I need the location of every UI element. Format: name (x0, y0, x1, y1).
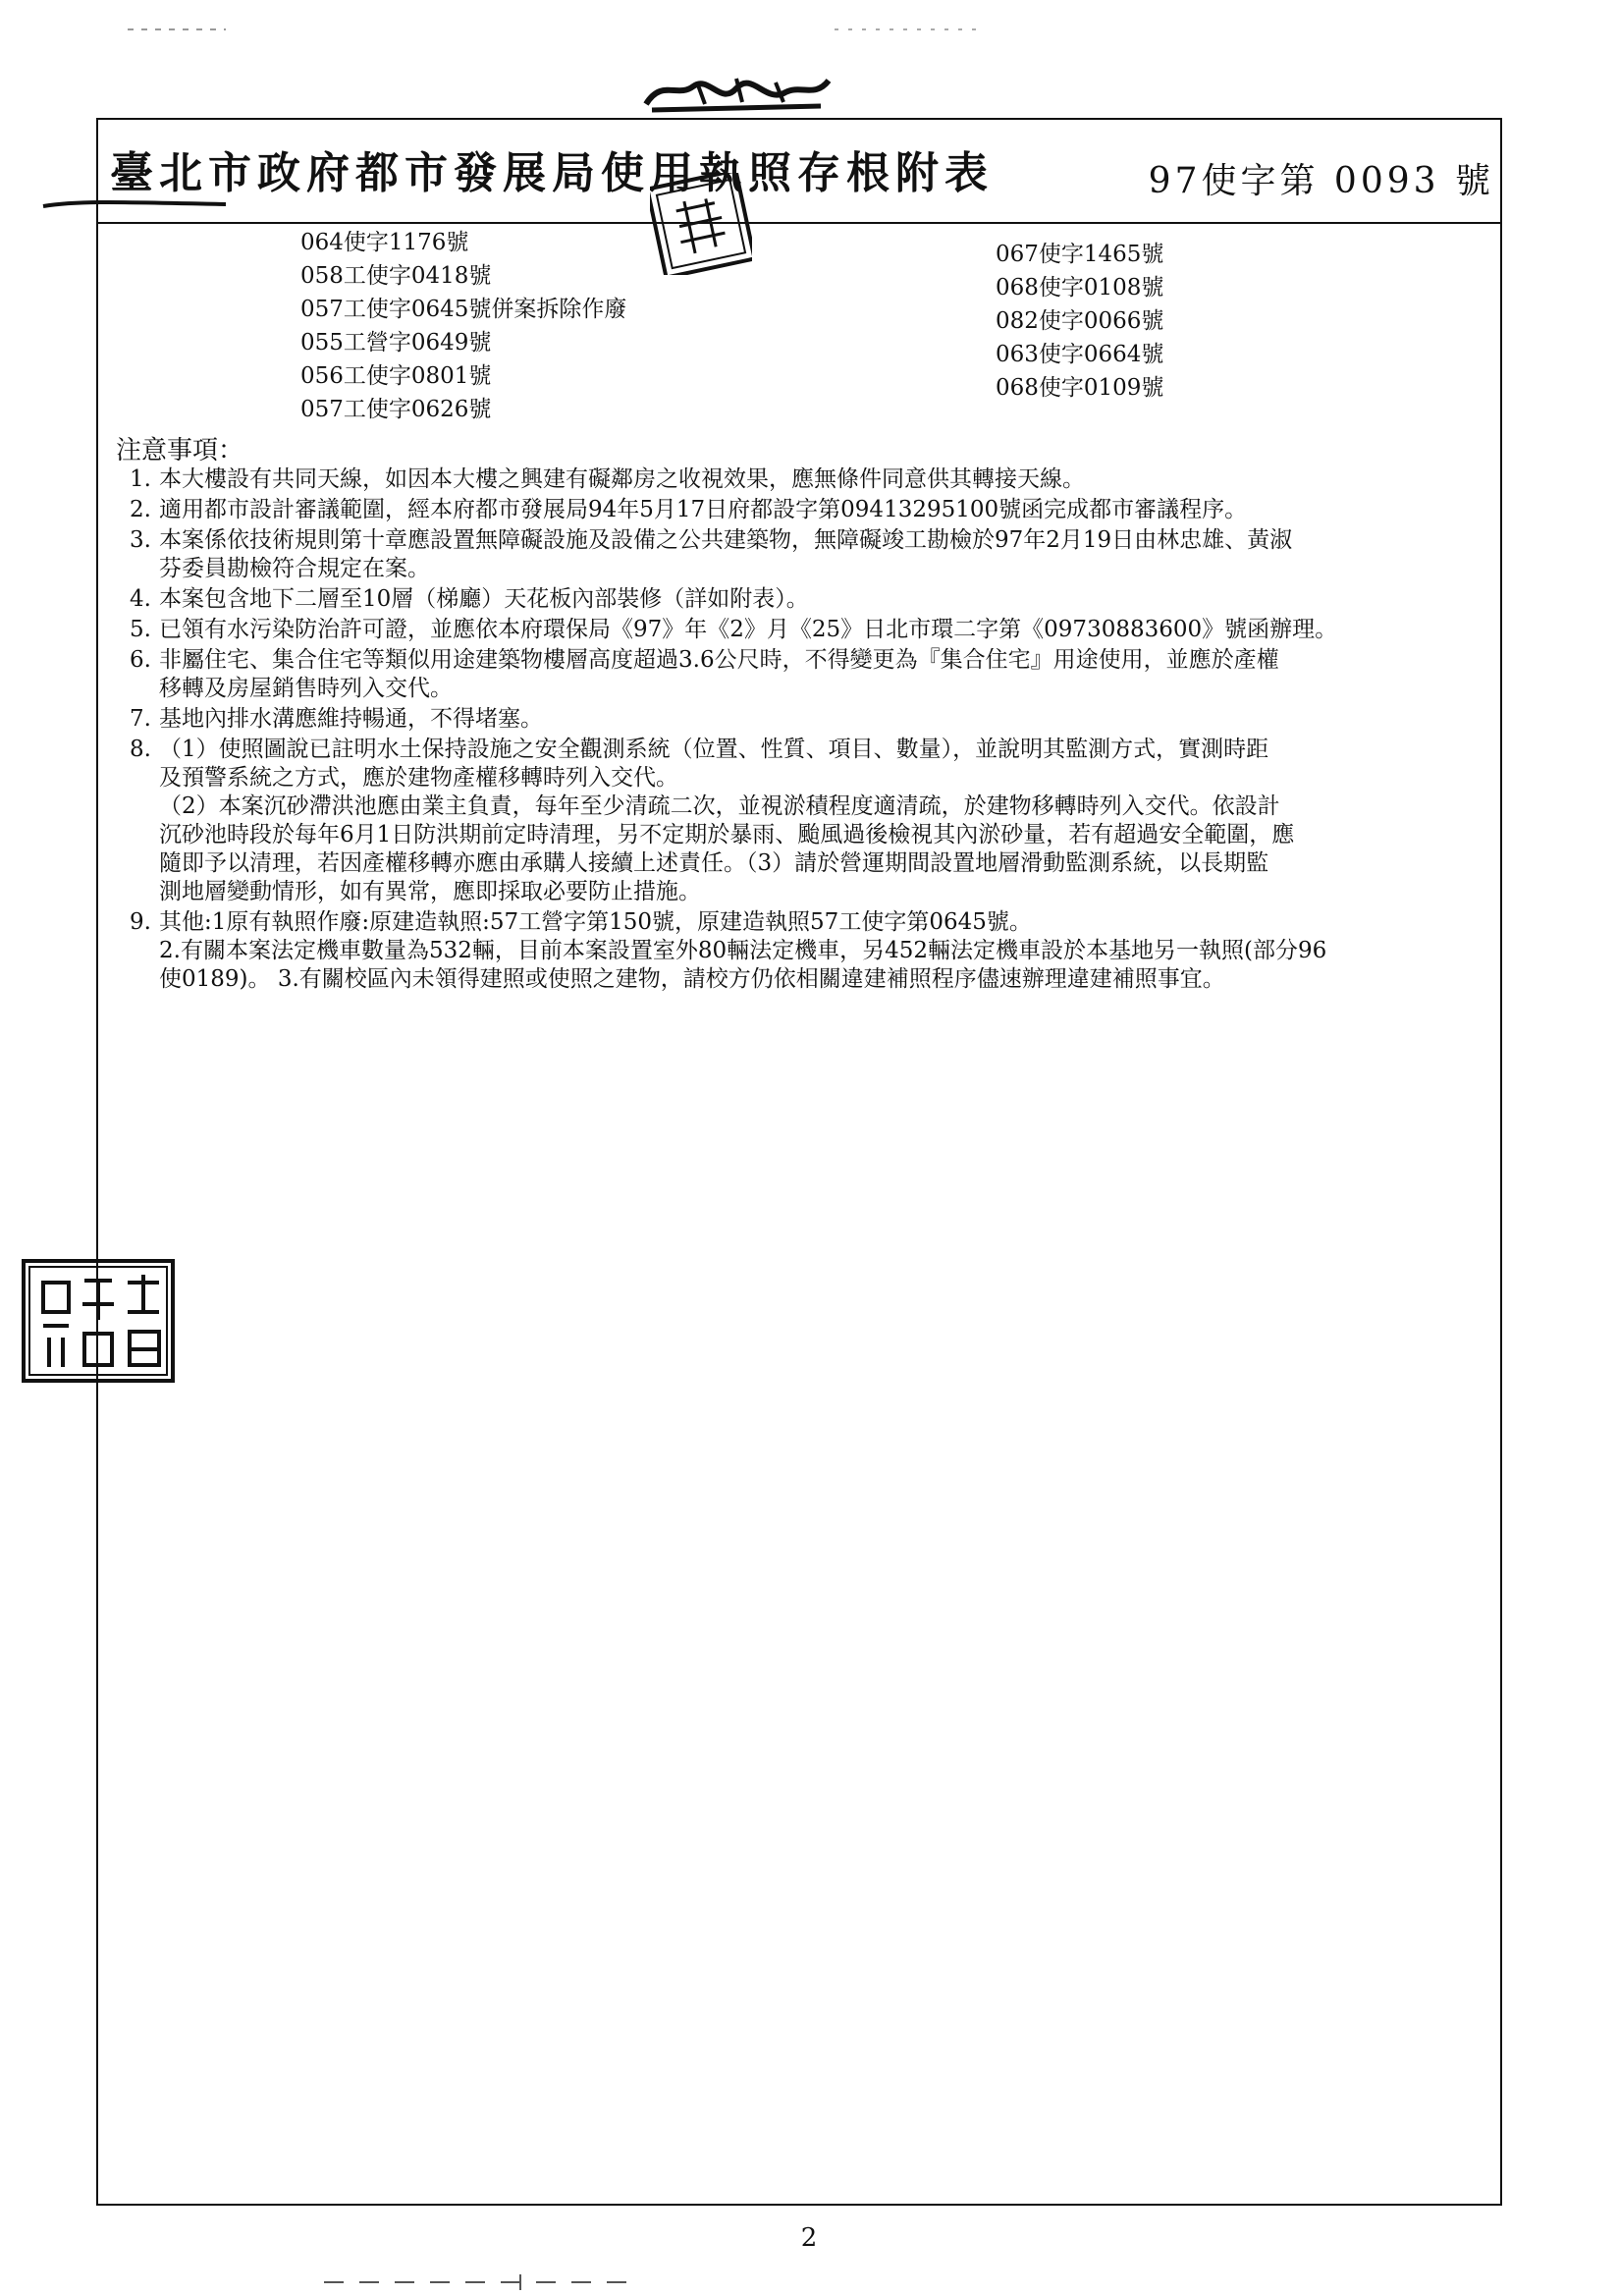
note-number: 2. (130, 497, 151, 522)
note-number: 9. (130, 909, 151, 935)
related-permit-item: 058工使字0418號 (300, 263, 492, 289)
note-number: 7. (130, 706, 151, 732)
related-permit-item: 057工使字0626號 (300, 397, 492, 422)
note-text: 基地內排水溝應維持暢通，不得堵塞。 (159, 706, 543, 732)
note-number: 1. (130, 466, 151, 492)
note-item-1 (130, 465, 1504, 494)
related-permit-item: 068使字0108號 (996, 275, 1164, 301)
permit-number: 97使字第 0093 號 (1148, 161, 1494, 201)
note-text: 已領有水污染防治許可證，並應依本府環保局《97》年《2》月《25》日北市環二字第《09730883600》號函辦理。 (159, 617, 1338, 642)
note-item-5 (130, 616, 1504, 644)
note-item-7 (130, 705, 1504, 734)
note-text: 本案係依技術規則第十章應設置無障礙設施及設備之公共建築物，無障礙竣工勘檢於97年2月19日由林忠雄、黃淑 芬委員勘檢符合規定在案。 (159, 527, 1293, 581)
page-number: 2 (800, 2223, 818, 2253)
note-number: 6. (130, 647, 151, 673)
related-permit-item: 064使字1176號 (300, 230, 469, 255)
square-seal-stamp (20, 1257, 177, 1385)
note-item-4 (130, 585, 1504, 614)
note-item-6 (130, 646, 1504, 703)
note-number: 8. (130, 737, 151, 762)
scan-dash-mark (324, 2272, 697, 2292)
related-permit-item: 068使字0109號 (996, 375, 1164, 401)
note-number: 3. (130, 527, 151, 553)
note-text: 其他:1原有執照作廢:原建造執照:57工營字第150號，原建造執照57工使字第0645號。 2.有關本案法定機車數量為532輛，目前本案設置室外80輛法定機車，另452輛法定機車設於本基地另一執照(部分96 使0189)。 3.有關校區內未領得建照或使照之建物，請校方仍依相關違建補照程序儘速辦理違建補照事宜。 (159, 909, 1327, 992)
related-permit-item: 056工使字0801號 (300, 363, 492, 389)
note-item-2 (130, 496, 1504, 524)
related-permit-item: 055工營字0649號 (300, 330, 492, 355)
note-text: 本案包含地下二層至10層（梯廳）天花板內部裝修（詳如附表）。 (159, 586, 809, 612)
note-number: 5. (130, 617, 151, 642)
signature-scribble (638, 69, 835, 118)
official-seal-stamp (650, 173, 752, 275)
notes-heading: 注意事項： (116, 436, 244, 465)
header-divider (96, 222, 1502, 224)
related-permits-left (300, 226, 626, 426)
related-permit-item: 063使字0664號 (996, 342, 1164, 367)
note-text: 適用都市設計審議範圍，經本府都市發展局94年5月17日府都設字第09413295100號函完成都市審議程序。 (159, 497, 1248, 522)
note-text: （1）使照圖說已註明水土保持設施之安全觀測系統（位置、性質、項目、數量），並說明其監測方式，實測時距 及預警系統之方式，應於建物產權移轉時列入交代。 （2）本案沉砂滯洪池應由業主負責，每年至少清疏二次，並視淤積程度適清疏，於建物移轉時列入交代。依設計 沉砂池時段於每年6月1日防洪期前定時清理，另不定期於暴雨、颱風過後檢視其內淤砂量，若有超過安全範圍，應 隨即予以清理，若因產權移轉亦應由承購人接續上述責任。（3）請於營運期間設置地層滑動監測系統，以長期監 測地層變動情形，如有異常，應即採取必要防止措施。 (159, 737, 1295, 904)
note-text: 本大樓設有共同天線，如因本大樓之興建有礙鄰房之收視效果，應無條件同意供其轉接天線。 (159, 466, 1085, 492)
note-item-9 (130, 908, 1504, 994)
scan-dash-mark (128, 20, 1404, 39)
related-permit-item: 082使字0066號 (996, 308, 1164, 334)
note-item-3 (130, 526, 1504, 583)
related-permit-item: 057工使字0645號併案拆除作廢 (300, 297, 627, 322)
related-permit-item: 067使字1465號 (996, 242, 1164, 267)
document-frame (96, 118, 1502, 2206)
note-item-8 (130, 736, 1504, 906)
pen-stroke (39, 192, 236, 216)
notes-list (130, 465, 1504, 996)
note-number: 4. (130, 586, 151, 612)
related-permits-right (996, 238, 1163, 405)
note-text: 非屬住宅、集合住宅等類似用途建築物樓層高度超過3.6公尺時，不得變更為『集合住宅』用途使用，並應於產權 移轉及房屋銷售時列入交代。 (159, 647, 1279, 701)
document-title: 臺北市政府都市發展局使用執照存根附表 (110, 148, 994, 198)
